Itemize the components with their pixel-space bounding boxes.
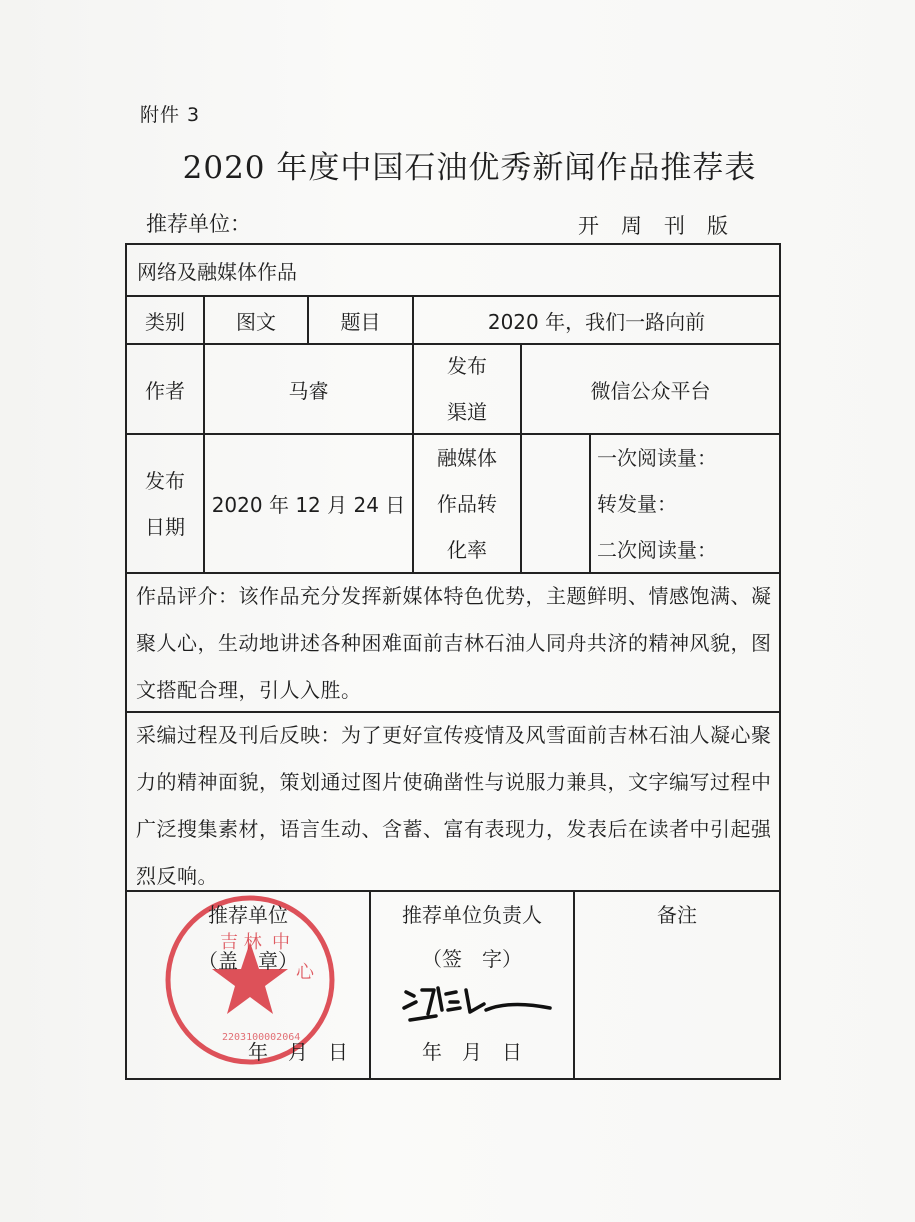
unit-head-label: 推荐单位负责人: [402, 902, 542, 927]
svg-text:中: 中: [272, 932, 290, 953]
process-text: 采编过程及刊后反映：为了更好宣传疫情及风雪面前吉林石油人凝心聚力的精神面貌，策划通过图片使确凿性与说服力兼具，文字编写过程中广泛搜集素材，语言生动、含蓄、富有表现力，发表后在读者中引起强烈反响。: [136, 723, 772, 888]
channel-label-line: 渠道: [447, 400, 487, 424]
author-label: 作者: [145, 378, 185, 403]
recommending-unit-label: 推荐单位：: [146, 212, 251, 236]
form-title: 2020 年度中国石油优秀新闻作品推荐表: [182, 150, 757, 186]
remarks-label: 备注: [657, 902, 697, 927]
conversion-label-line: 作品转: [437, 491, 497, 516]
handwritten-signature: [400, 980, 560, 1030]
conversion-label: [414, 435, 520, 572]
conversion-label-line: 化率: [447, 537, 487, 562]
channel-label: [414, 345, 520, 433]
recommending-unit-value: 开周刊版: [578, 214, 750, 238]
svg-text:吉 林: 吉 林: [220, 932, 262, 953]
evaluation-text: 作品评介：该作品充分发挥新媒体特色优势，主题鲜明、情感饱满、凝聚人心，生动地讲述各种困难面前吉林石油人同舟共济的精神风貌，图文搭配合理，引人入胜。: [136, 584, 772, 702]
type-value: 图文: [236, 309, 276, 334]
topic-value: 2020 年，我们一路向前: [487, 309, 706, 334]
table-border-right: [779, 243, 781, 1080]
stamp-label: （盖 章）: [198, 948, 298, 973]
topic-label: 题目: [340, 309, 381, 334]
date-label-line: 日期: [145, 514, 185, 539]
recommending-unit-sign-label: 推荐单位: [208, 902, 288, 927]
second-reads-label: 二次阅读量：: [597, 537, 717, 562]
unit-date: 年 月 日: [248, 1039, 348, 1064]
read-stats: [591, 435, 779, 572]
channel-value: 微信公众平台: [590, 378, 711, 403]
table-border-bottom: [125, 1078, 781, 1080]
head-date: 年 月 日: [422, 1039, 522, 1064]
date-label-line: 发布: [145, 468, 185, 493]
svg-text:2203100002064: 2203100002064: [222, 1032, 301, 1043]
date-label: [127, 435, 203, 572]
category-header: 网络及融媒体作品: [137, 259, 297, 284]
shares-label: 转发量：: [597, 491, 677, 516]
date-value: 2020 年 12 月 24 日: [211, 493, 406, 517]
sign-label: （签 字）: [422, 946, 522, 971]
channel-label-line: 发布: [447, 354, 487, 378]
conversion-label-line: 融媒体: [437, 445, 497, 470]
attachment-label: 附件 3: [140, 104, 201, 126]
first-reads-label: 一次阅读量：: [597, 445, 717, 470]
svg-text:心: 心: [296, 962, 314, 983]
author-value: 马睿: [288, 378, 329, 403]
type-label: 类别: [145, 309, 185, 334]
